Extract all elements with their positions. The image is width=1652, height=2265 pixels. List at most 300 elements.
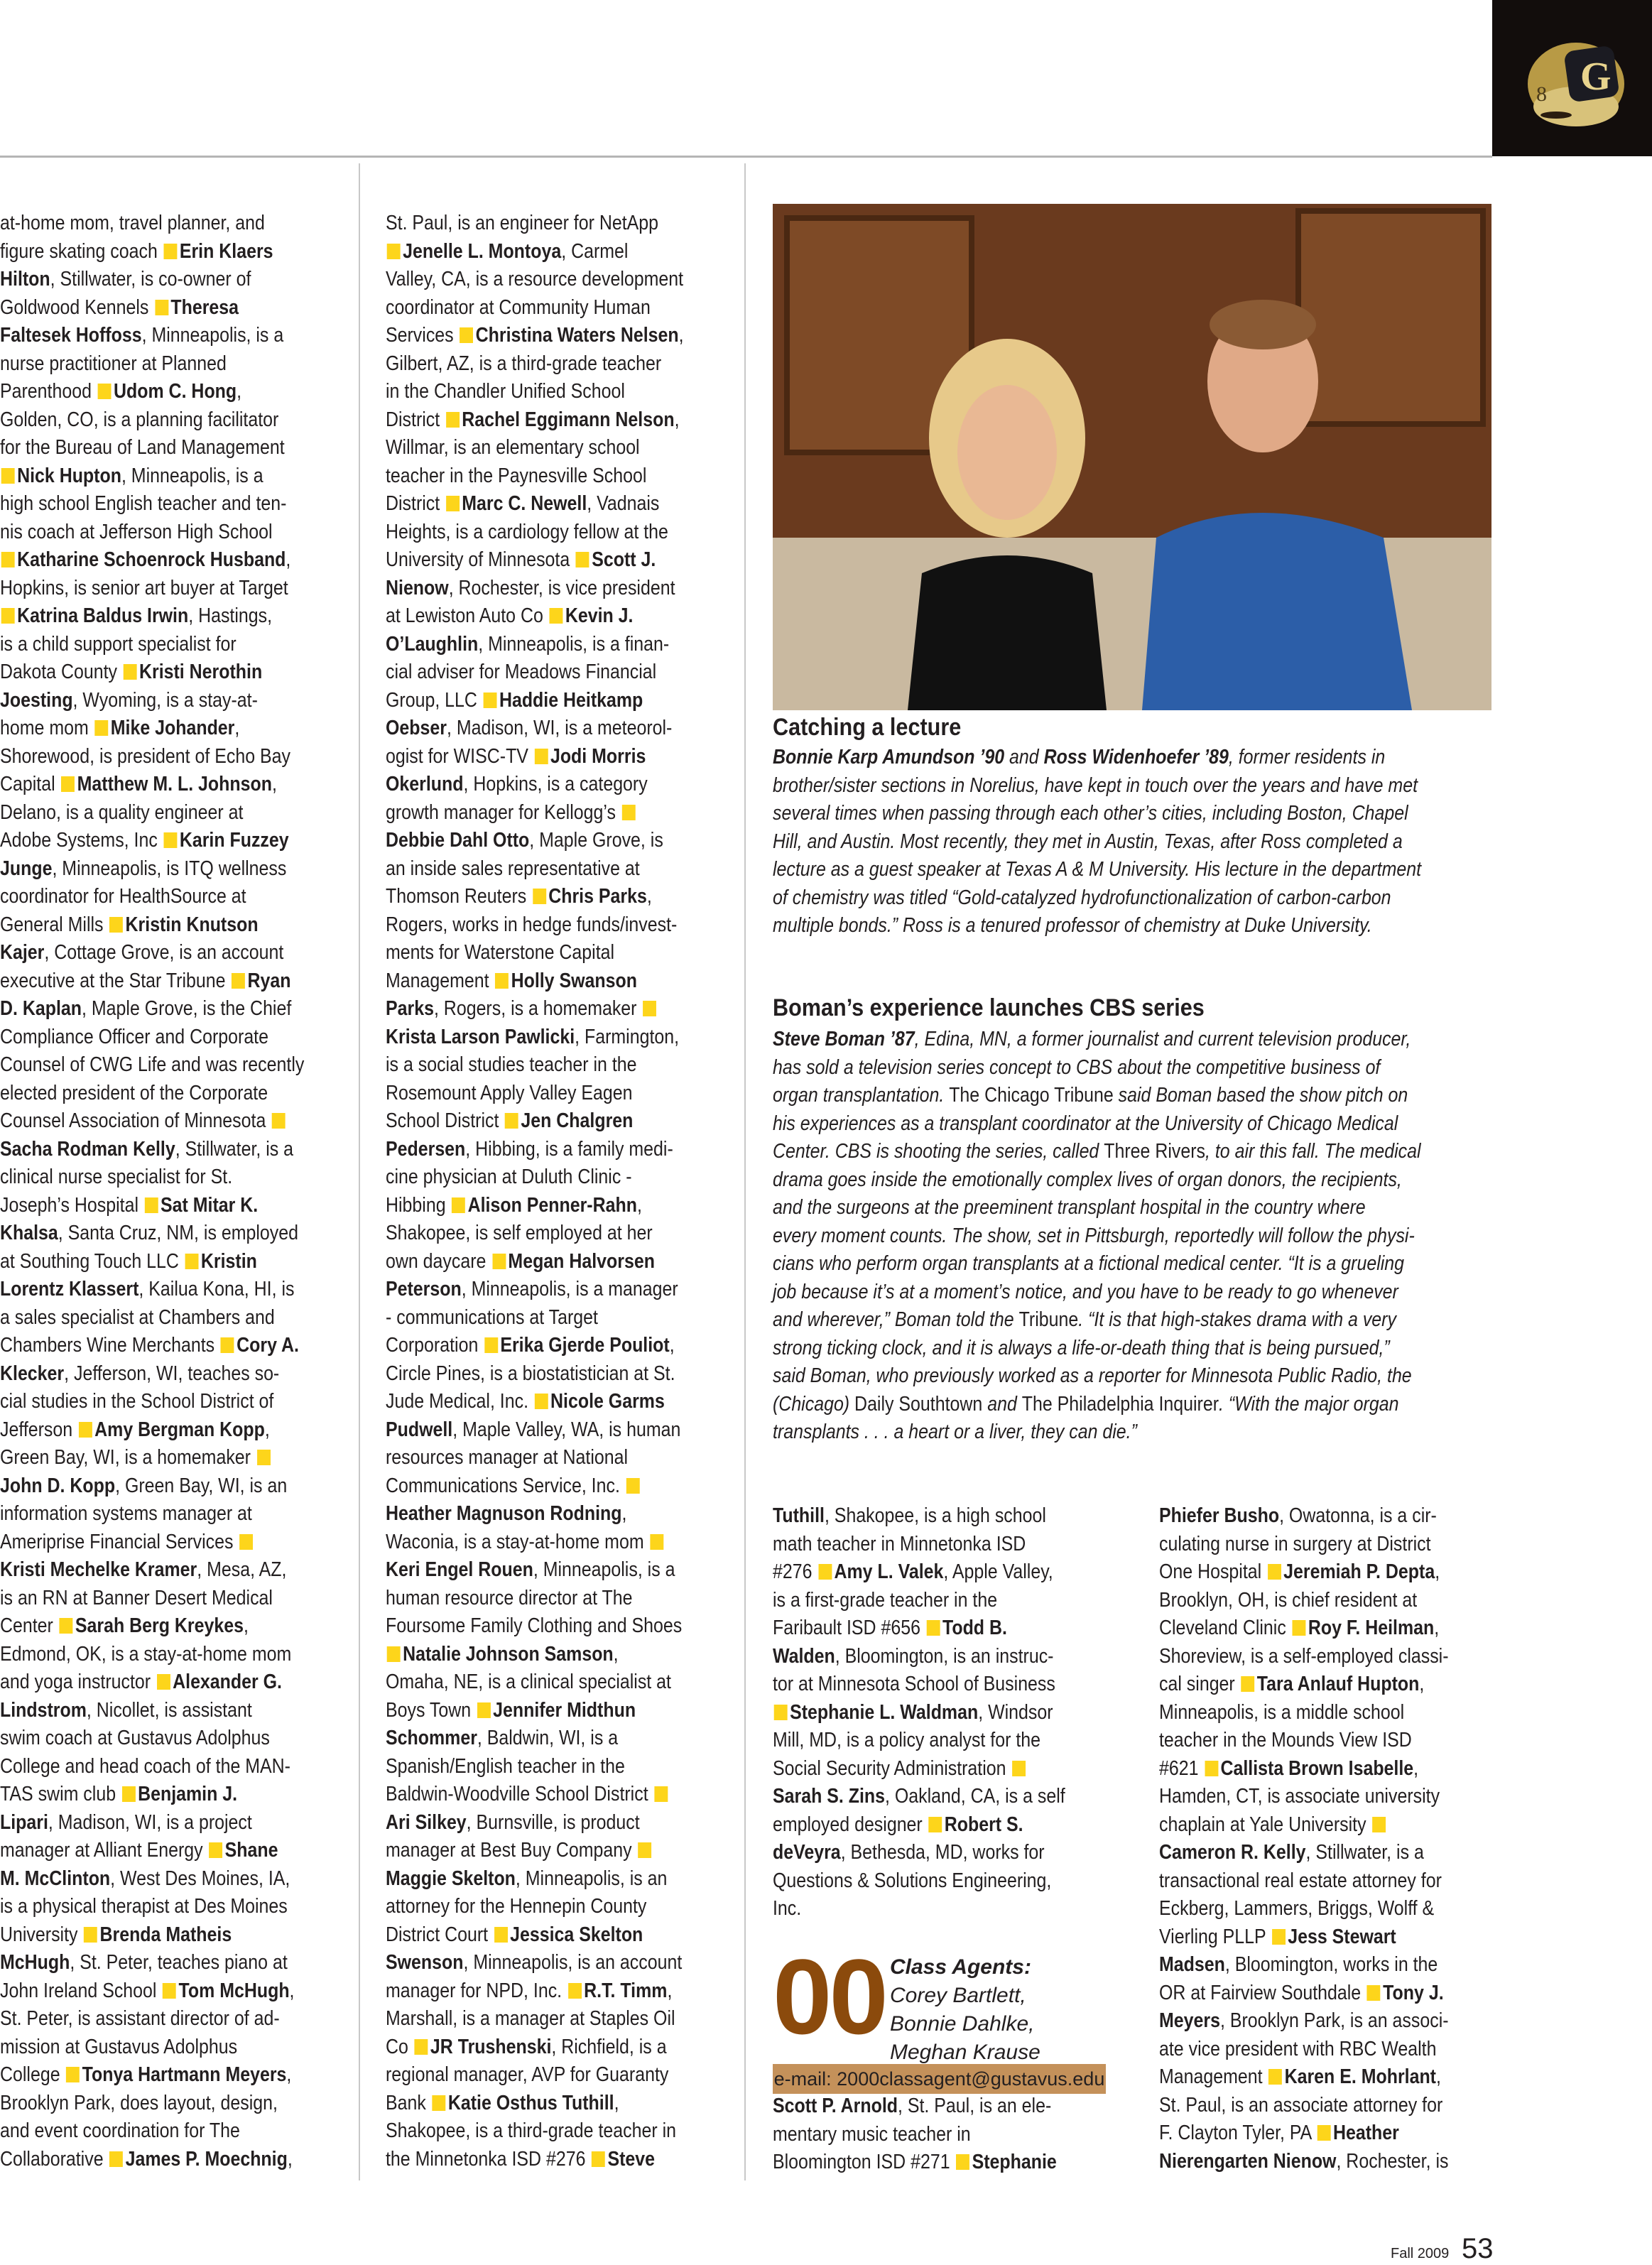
text-line: [773, 1250, 1421, 1278]
class-agents-title: Class Agents:: [890, 1955, 1031, 1979]
text-run: coordinator at Community Human: [386, 295, 651, 319]
text-run: TAS swim club: [0, 1783, 121, 1805]
text-line: [386, 1472, 684, 1501]
alumni-name: Khalsa: [0, 1222, 58, 1244]
text-line: [773, 2149, 1057, 2177]
text-run: , Hastings,: [188, 604, 273, 627]
text-line: [0, 1697, 304, 1725]
separator-square-icon: [66, 2067, 80, 2082]
alumni-name: Natalie Johnson Samson: [403, 1642, 614, 1666]
text-line: [773, 1110, 1421, 1139]
text-run: , Wyoming, is a stay-at-: [72, 688, 258, 712]
text-line: [386, 743, 684, 771]
text-line: [0, 518, 304, 547]
separator-square-icon: [654, 1786, 668, 1802]
alumni-name: Tom McHugh: [178, 1979, 290, 2002]
text-line: [386, 2146, 684, 2174]
alumni-name: Tuthill: [773, 1504, 825, 1527]
separator-square-icon: [1272, 1929, 1286, 1945]
text-line: [386, 1388, 684, 1416]
text-run: coordinator for HealthSource at: [0, 885, 246, 908]
text-run: organ transplantation.: [773, 1084, 950, 1107]
text-run: Cleveland Clinic: [1159, 1617, 1291, 1639]
separator-square-icon: [549, 608, 563, 624]
text-line: [386, 687, 684, 715]
text-run: ,: [1435, 2065, 1441, 2088]
text-run: (Chicago): [773, 1392, 855, 1416]
text-run: , Shakopee, is a high school: [824, 1504, 1046, 1527]
text-run: Edmond, OK, is a stay-at-home mom: [0, 1642, 292, 1666]
separator-square-icon: [535, 749, 548, 764]
alumni-name: Udom C. Hong: [113, 380, 237, 403]
text-run: , Apple Valley,: [943, 1560, 1053, 1583]
text-run: manager at Alliant Energy: [0, 1839, 208, 1862]
text-run: at-home mom, travel planner, and: [0, 212, 265, 234]
alumni-name: Kristi Mechelke Kramer: [0, 1558, 197, 1581]
text-run: Joseph’s Hospital: [0, 1193, 143, 1217]
alumni-name: Kevin J.: [565, 604, 634, 627]
text-run: , Madison, WI, is a meteorol-: [446, 717, 673, 739]
separator-square-icon: [415, 2039, 428, 2055]
separator-square-icon: [61, 776, 75, 792]
text-run: of chemistry was titled “Gold-catalyzed hydrofunctionalization of carbon-carbon: [773, 886, 1391, 909]
text-run: Ameriprise Financial Services: [0, 1530, 239, 1553]
alumni-name: Sat Mitar K.: [161, 1193, 259, 1217]
text-run: , Minneapolis, is a manager: [461, 1278, 678, 1300]
text-run: Chambers Wine Merchants: [0, 1334, 220, 1357]
alumni-name: James P. Moechnig: [125, 2147, 288, 2171]
text-line: [386, 1556, 684, 1585]
text-line: [386, 1837, 684, 1865]
separator-square-icon: [1367, 1985, 1381, 2001]
text-run: , Kailua Kona, HI, is: [138, 1278, 295, 1300]
text-run: Hamden, CT, is associate university: [1159, 1785, 1440, 1808]
alumni-name: Nick Hupton: [17, 464, 121, 487]
text-run: Bank: [386, 2091, 431, 2114]
separator-square-icon: [221, 1337, 234, 1353]
text-run: , West Des Moines, IA,: [110, 1867, 290, 1890]
text-line: [773, 1502, 1065, 1531]
alumni-name: Cory A.: [237, 1334, 299, 1357]
text-line: [386, 575, 684, 603]
text-line: [386, 350, 684, 379]
alumni-name: Amy L. Valek: [834, 1560, 944, 1583]
text-run: One Hospital: [1159, 1560, 1267, 1583]
text-line: [386, 1668, 684, 1697]
text-run: Jude Medical, Inc.: [386, 1390, 533, 1413]
text-run: Delano, is a quality engineer at: [0, 800, 244, 824]
text-run: ,: [678, 324, 684, 347]
alumni-name: Callista Brown Isabelle: [1220, 1756, 1414, 1780]
column-divider: [744, 163, 746, 2180]
text-run: Brooklyn, OH, is chief resident at: [1159, 1588, 1418, 1612]
text-line: [0, 1332, 304, 1360]
text-line: [0, 1949, 304, 1977]
issue-label: Fall 2009: [1391, 2246, 1450, 2261]
text-run: . “With the major organ: [1219, 1392, 1399, 1416]
alumni-name: Maggie Skelton: [386, 1867, 516, 1890]
text-line: [0, 1921, 304, 1950]
text-run: Hill, and Austin. Most recently, they met in Austin, Texas, after Ross completed a: [773, 830, 1403, 853]
text-run: , Minneapolis, is an account: [463, 1951, 683, 1974]
text-run: College: [0, 2063, 65, 2086]
text-run: at Lewiston Auto Co: [386, 604, 548, 627]
separator-square-icon: [818, 1564, 832, 1580]
text-line: [0, 1500, 304, 1528]
text-line: [386, 1051, 684, 1080]
text-run: Corporation: [386, 1334, 484, 1357]
text-run: Heights, is a cardiology fellow at the: [386, 520, 668, 543]
text-run: is a child support specialist for: [0, 632, 237, 656]
alumni-name: Kristin: [200, 1249, 257, 1273]
text-run: brother/sister sections in Norelius, have kept in touch over the years and have met: [773, 773, 1418, 797]
text-run: , Baldwin, WI, is a: [477, 1727, 619, 1749]
alumni-name: Swenson: [386, 1951, 464, 1974]
text-line: [0, 827, 304, 855]
separator-square-icon: [155, 300, 168, 315]
text-run: ,: [636, 1193, 642, 1217]
text-line: [0, 631, 304, 659]
alumni-name: Alexander G.: [173, 1671, 282, 1693]
text-run: Foursome Family Clothing and Shoes: [386, 1614, 683, 1637]
alumni-name: Matthew M. L. Johnson: [77, 773, 272, 795]
header-rule: [0, 156, 1492, 158]
class-notes-column-4: [1159, 1502, 1496, 2176]
text-line: [0, 1023, 304, 1052]
text-line: [386, 490, 684, 518]
text-line: [0, 1388, 304, 1416]
text-run: , Owatonna, is a cir-: [1279, 1504, 1437, 1527]
text-line: [386, 1893, 684, 1921]
text-run: ,: [237, 380, 242, 403]
alumni-name: Heather Magnuson Rodning: [386, 1502, 622, 1525]
text-run: Omaha, NE, is a clinical specialist at: [386, 1671, 671, 1693]
text-run: mission at Gustavus Adolphus: [0, 2035, 238, 2058]
text-line: [1159, 1531, 1449, 1559]
text-line: [1159, 2007, 1449, 2036]
text-run: Rosemount Apply Valley Eagen: [386, 1081, 633, 1104]
text-run: ogist for WISC-TV: [386, 744, 533, 768]
column-divider: [359, 163, 360, 2180]
text-run: Communications Service, Inc.: [386, 1474, 625, 1497]
text-run: Shakopee, is a third-grade teacher in: [386, 2119, 676, 2142]
text-run: , Rochester, is: [1336, 2149, 1449, 2173]
text-run: , to air this fall. The medical: [1205, 1140, 1421, 1163]
separator-square-icon: [145, 1197, 158, 1213]
text-run: strong ticking clock, and it is always a life-or-death thing that is being pursued,”: [773, 1336, 1390, 1359]
article-body: [773, 1026, 1526, 1447]
text-line: [386, 1612, 684, 1641]
alumni-name: Debbie Dahl Otto: [386, 829, 530, 852]
alumni-name: Erika Gjerde Pouliot: [500, 1334, 670, 1357]
class-agent-name: Corey Bartlett,: [890, 1984, 1026, 2007]
text-run: resources manager at National: [386, 1446, 629, 1469]
separator-square-icon: [927, 1620, 940, 1636]
text-line: [0, 1641, 304, 1669]
text-run: Capital: [0, 773, 60, 795]
text-run: cial studies in the School District of: [0, 1390, 274, 1413]
text-run: Thomson Reuters: [386, 885, 532, 908]
text-line: [1159, 1811, 1449, 1840]
publication-title: The Philadelphia Inquirer: [1021, 1392, 1219, 1416]
text-line: [0, 1837, 304, 1865]
text-run: , Hibbing, is a family medi-: [465, 1137, 673, 1161]
class-notes-column-3: [773, 1502, 1113, 1923]
text-line: [773, 1278, 1421, 1307]
alumni-name: John D. Kopp: [0, 1474, 116, 1497]
text-run: high school English teacher and ten-: [0, 492, 287, 515]
text-run: , Cottage Grove, is an account: [44, 941, 284, 964]
text-line: [773, 1418, 1421, 1447]
text-run: Faribault ISD #656: [773, 1617, 925, 1639]
separator-square-icon: [928, 1817, 942, 1832]
separator-square-icon: [1241, 1676, 1254, 1692]
text-run: #621: [1159, 1756, 1204, 1780]
separator-square-icon: [122, 1786, 136, 1802]
text-line: [773, 1867, 1065, 1896]
publication-title: Daily Southtown: [854, 1392, 983, 1416]
text-run: Questions & Solutions Engineering,: [773, 1869, 1052, 1892]
text-run: has sold a television series concept to CBS about the competitive business of: [773, 1055, 1381, 1079]
text-line: [0, 462, 304, 491]
alumni-name: Walden: [773, 1644, 835, 1668]
text-run: and event coordination for The: [0, 2119, 240, 2142]
text-line: [773, 884, 1421, 913]
text-run: - communications at Target: [386, 1305, 598, 1329]
text-line: [0, 602, 304, 631]
text-line: [386, 266, 684, 294]
text-run: ,: [1419, 1673, 1425, 1695]
text-run: #276: [773, 1560, 817, 1583]
text-run: ,: [243, 1614, 249, 1637]
text-run: , Madison, WI, is a project: [48, 1810, 252, 1834]
text-line: [0, 995, 304, 1023]
text-run: Social Security Administration: [773, 1756, 1011, 1780]
text-run: cine physician at Duluth Clinic -: [386, 1166, 632, 1188]
text-line: [773, 772, 1421, 800]
separator-square-icon: [452, 1197, 465, 1213]
text-line: [0, 238, 304, 266]
text-line: [386, 1528, 684, 1557]
text-line: [386, 322, 684, 350]
text-line: [386, 1641, 684, 1669]
text-run: John Ireland School: [0, 1979, 162, 2002]
text-run: Green Bay, WI, is a homemaker: [0, 1446, 256, 1469]
text-line: [1159, 2119, 1449, 2148]
class-agent-email[interactable]: e-mail: 2000classagent@gustavus.edu: [773, 2064, 1106, 2094]
text-run: cians who perform organ transplants at a fictional medical center. “It is a grueling: [773, 1252, 1405, 1275]
alumni-name: Lorentz Klassert: [0, 1278, 139, 1300]
text-line: [0, 490, 304, 518]
alumni-name: Scott P. Arnold: [773, 2095, 898, 2117]
text-run: ,: [1435, 1560, 1440, 1583]
text-line: [386, 462, 684, 491]
separator-square-icon: [257, 1450, 271, 1465]
text-run: Counsel Association of Minnesota: [0, 1109, 271, 1132]
text-line: [1159, 2036, 1449, 2064]
alumni-name: Meyers: [1159, 2009, 1220, 2032]
separator-square-icon: [592, 2151, 605, 2167]
text-run: General Mills: [0, 913, 109, 936]
text-line: [773, 1699, 1065, 1727]
text-line: [0, 1220, 304, 1248]
text-line: [773, 1811, 1065, 1840]
text-line: [773, 1895, 1065, 1923]
alumni-name: Oebser: [386, 717, 447, 739]
text-run: ,: [613, 1642, 619, 1666]
separator-square-icon: [239, 1534, 253, 1550]
text-run: Goldwood Kennels: [0, 295, 154, 319]
text-run: manager for NPD, Inc.: [386, 1979, 567, 2002]
alumni-name: Ryan: [247, 969, 291, 992]
text-line: [773, 1614, 1065, 1643]
text-run: Jefferson: [0, 1418, 78, 1441]
alumni-name: Kristin Knutson: [125, 913, 259, 936]
alumni-name: Nicole Garms: [550, 1390, 665, 1413]
alumni-name: Hilton: [0, 268, 50, 290]
alumni-name: M. McClinton: [0, 1867, 111, 1890]
text-run: School District: [386, 1109, 504, 1132]
text-line: [0, 1360, 304, 1389]
text-run: is a first-grade teacher in the: [773, 1588, 998, 1612]
text-run: , Minneapolis, is an: [515, 1867, 668, 1890]
text-run: Inc.: [773, 1897, 802, 1920]
text-run: own daycare: [386, 1249, 491, 1273]
separator-square-icon: [209, 1842, 222, 1858]
text-run: lecture as a guest speaker at Texas A & M University. His lecture in the department: [773, 858, 1422, 881]
text-line: [773, 1839, 1065, 1867]
separator-square-icon: [98, 384, 112, 399]
alumni-name: Lindstrom: [0, 1698, 87, 1722]
text-run: Group, LLC: [386, 688, 482, 712]
text-line: [1159, 1979, 1449, 2008]
text-line: [386, 1809, 684, 1837]
text-run: Shakopee, is self employed at her: [386, 1222, 653, 1244]
text-run: , Rogers, is a homemaker: [433, 997, 642, 1020]
text-line: [0, 2117, 304, 2146]
text-run: , Richfield, is a: [551, 2035, 667, 2058]
text-line: [773, 1082, 1421, 1110]
text-run: , Hopkins, is a category: [463, 773, 648, 795]
text-run: ,: [271, 773, 277, 795]
text-run: Adobe Systems, Inc: [0, 829, 163, 852]
text-line: [773, 1054, 1421, 1082]
alumni-name: Shane: [224, 1839, 278, 1862]
text-run: clinical nurse specialist for St.: [0, 1166, 233, 1188]
separator-square-icon: [109, 917, 123, 933]
text-run: F. Clayton Tyler, PA: [1159, 2122, 1316, 2144]
separator-square-icon: [1268, 1564, 1281, 1580]
text-run: ,: [614, 2091, 619, 2114]
text-run: ,: [669, 1334, 675, 1357]
text-run: , Burnsville, is product: [466, 1810, 640, 1834]
text-line: [386, 939, 684, 967]
alumni-name: Okerlund: [386, 773, 464, 795]
text-line: [773, 828, 1421, 857]
text-run: , Rochester, is vice president: [448, 576, 675, 599]
text-line: [1159, 2092, 1449, 2120]
separator-square-icon: [638, 1842, 651, 1858]
text-line: [773, 1026, 1421, 1054]
text-run: , Jefferson, WI, teaches so-: [64, 1362, 280, 1385]
text-run: , Stillwater, is a: [1305, 1841, 1424, 1864]
separator-square-icon: [124, 664, 137, 680]
text-line: [1159, 1671, 1449, 1699]
text-line: [0, 546, 304, 575]
text-run: , Oakland, CA, is a self: [885, 1785, 1065, 1808]
alumni-name: Rachel Eggimann Nelson: [462, 408, 675, 431]
text-line: [386, 546, 684, 575]
text-line: [386, 2005, 684, 2033]
text-run: at Southing Touch LLC: [0, 1249, 184, 1273]
alumni-name: Karen E. Mohrlant: [1284, 2065, 1436, 2088]
text-run: and: [1004, 746, 1044, 768]
text-line: [0, 294, 304, 322]
text-line: [1159, 1923, 1449, 1952]
text-run: , Maple Grove, is the Chief: [82, 997, 292, 1020]
text-run: Management: [386, 969, 494, 992]
text-line: [386, 1163, 684, 1192]
text-run: is an RN at Banner Desert Medical: [0, 1586, 273, 1609]
text-run: Shorewood, is president of Echo Bay: [0, 744, 290, 768]
text-line: [0, 1304, 304, 1332]
text-line: [386, 2090, 684, 2118]
text-run: mentary music teacher in: [773, 2122, 971, 2146]
text-run: , Minneapolis, is ITQ wellness: [52, 857, 287, 880]
alumni-name: Jessica Skelton: [510, 1923, 643, 1946]
text-run: ,: [289, 1979, 295, 2002]
text-line: [1159, 1502, 1449, 1531]
separator-square-icon: [232, 973, 245, 989]
text-run: figure skating coach: [0, 239, 163, 263]
text-run: , St. Peter, teaches piano at: [70, 1951, 288, 1974]
text-run: Willmar, is an elementary school: [386, 436, 640, 459]
publication-title: The Chicago Tribune: [949, 1084, 1114, 1107]
text-line: [386, 883, 684, 911]
class-agent-name: Bonnie Dahlke,: [890, 2012, 1035, 2036]
text-line: [1159, 1867, 1449, 1896]
text-run: St. Peter, is assistant director of ad-: [0, 2007, 280, 2030]
alumni-name: R.T. Timm: [584, 1979, 668, 2002]
alumni-name: O’Laughlin: [386, 632, 479, 656]
separator-square-icon: [1205, 1761, 1218, 1776]
separator-square-icon: [446, 496, 460, 511]
alumni-name: Jen Chalgren: [521, 1109, 634, 1132]
text-run: swim coach at Gustavus Adolphus: [0, 1727, 270, 1749]
text-run: , Brooklyn Park, is an associ-: [1219, 2009, 1449, 2032]
text-run: . “It is that high-stakes drama with a very: [1078, 1308, 1396, 1331]
text-run: St. Paul, is an associate attorney for: [1159, 2093, 1443, 2117]
alumni-name: Tonya Hartmann Meyers: [82, 2063, 287, 2086]
text-line: [0, 322, 304, 350]
text-run: , Carmel: [561, 239, 629, 263]
text-line: [773, 1755, 1065, 1783]
text-run: Parenthood: [0, 380, 97, 403]
alumni-name: Parks: [386, 997, 434, 1020]
text-run: Mill, MD, is a policy analyst for the: [773, 1729, 1040, 1751]
text-line: [386, 602, 684, 631]
text-run: is a social studies teacher in the: [386, 1053, 637, 1076]
class-year: 00: [773, 1937, 886, 2056]
text-run: Services: [386, 324, 459, 347]
text-line: [0, 1248, 304, 1276]
alumni-name: Sarah Berg Kreykes: [75, 1614, 244, 1637]
text-line: [386, 1949, 684, 1977]
text-line: [386, 1332, 684, 1360]
separator-square-icon: [1, 468, 15, 484]
text-run: several times when passing through each other’s cities, including Boston, Chapel: [773, 802, 1408, 825]
alumni-name: Marc C. Newell: [462, 492, 587, 515]
